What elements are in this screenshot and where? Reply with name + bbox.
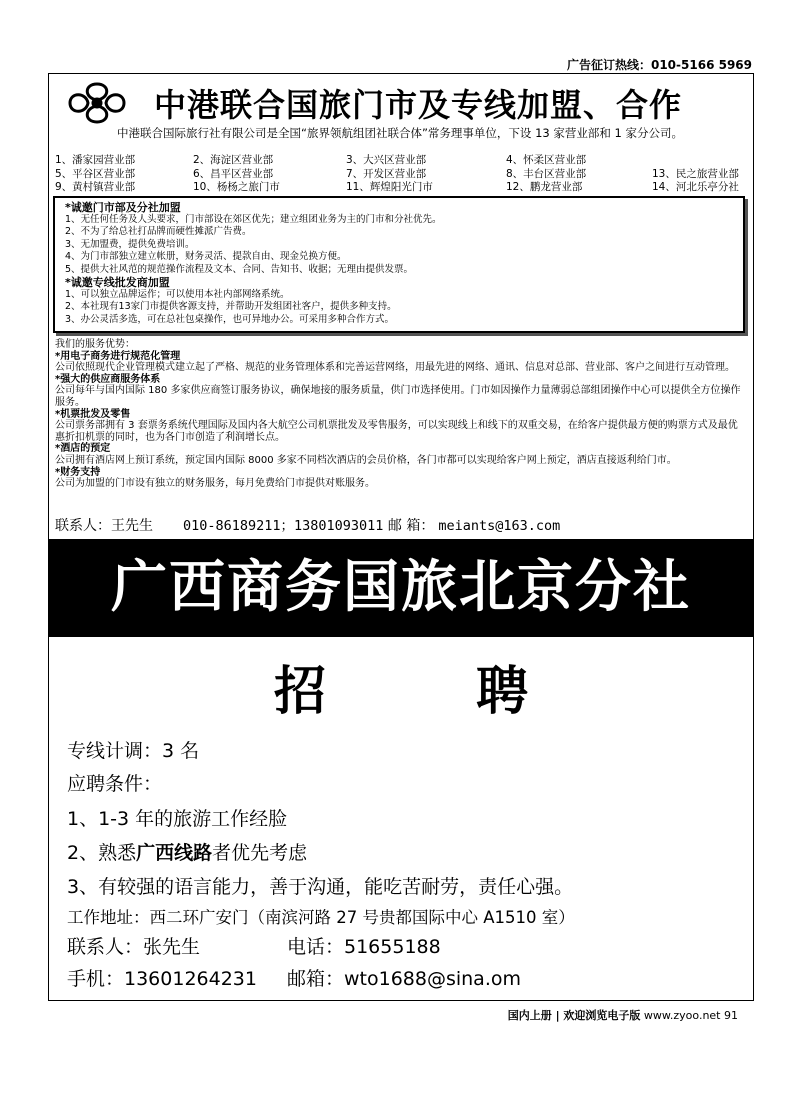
recruit-mobile: 手机：13601264231 [67, 968, 257, 990]
join-item: 4、为门市部独立建立帐册，财务灵活、提款自由、现金兑换方便。 [65, 251, 347, 263]
contact-email: meiants@163.com [438, 518, 561, 534]
recruit-heading: 招聘 [273, 661, 678, 722]
services-lead: 我们的服务优势： [55, 339, 135, 350]
job-position: 专线计调：3 名 [67, 740, 200, 762]
service-heading: *酒店的预定 [55, 443, 111, 455]
contact-phones: 010-86189211；13801093011 [183, 518, 384, 534]
branch-item [652, 154, 755, 168]
branch-item: 11、辉煌阳光门市 [346, 181, 433, 193]
req2-emphasis: 广西线路 [136, 842, 213, 864]
work-address: 工作地址：西二环广安门（南滨河路 27 号贵都国际中心 A1510 室） [67, 908, 575, 927]
branch-item: 12、鹏龙营业部 [506, 181, 583, 193]
company-intro: 中港联合国际旅行社有限公司是全国“旅界领航组团社联合体”常务理事单位，下设 13 家营业部和 1 家分公司。 [117, 126, 683, 140]
contact-person: 联系人：王先生 [55, 518, 153, 534]
company-logo-icon [64, 80, 130, 126]
join-heading-wholesalers: *诚邀专线批发商加盟 [65, 276, 170, 290]
branch-item: 2、海淀区营业部 [193, 154, 274, 166]
join-item: 2、不为了给总社打品牌而硬性摊派广告费。 [65, 226, 252, 238]
service-advantages [55, 339, 747, 490]
recruit-phone: 电话：51655188 [287, 936, 441, 958]
req2-suffix: 者优先考虑 [212, 842, 308, 864]
requirements-label: 应聘条件： [67, 773, 163, 795]
branch-item: 7、开发区营业部 [346, 167, 427, 180]
service-heading: *财务支持 [55, 466, 101, 478]
service-text: 公司每年与国内国际 180 多家供应商签订服务协议，确保地接的服务质量，供门市选择使用。门市如因操作力量薄弱总部组团操作中心可以提供全方位操作服务。 [55, 385, 741, 408]
requirement-item: 1、1-3 年的旅游工作经脸 [67, 808, 288, 830]
email-label: 邮 箱： [387, 518, 435, 534]
ad-hotline: 广告征订热线：010-5166 5969 [566, 58, 752, 72]
branch-item: 10、杨杨之旅门市 [193, 181, 280, 193]
req2-prefix: 2、熟悉 [67, 842, 137, 864]
requirement-item: 3、有较强的语言能力，善于沟通，能吃苦耐劳，责任心强。 [67, 876, 574, 898]
page-number: 91 [724, 1009, 738, 1022]
join-heading-stores: *诚邀门市部及分社加盟 [65, 201, 181, 214]
branch-item: 1、潘家园营业部 [55, 154, 136, 166]
requirement-item [67, 838, 307, 865]
join-item: 1、无任何任务及人头要求，门市部设在郊区优先；建立组团业务为主的门市和分社优先。 [65, 214, 442, 225]
service-text: 公司票务部拥有 3 套票务系统代理国际及国内各大航空公司机票批发及零售服务，可以实现线上和线下的双重交易，在给客户提供最方便的购票方式及最优惠折扣机票的同时，也为各门市创造了利润增长点。 [55, 420, 738, 443]
recruit-contact-person: 联系人：张先生 [67, 936, 201, 958]
contact-line [55, 514, 755, 535]
service-text: 公司拥有酒店网上预订系统，预定国内国际 8000 多家不同档次酒店的会员价格，各门市都可以实现给客户网上预定，酒店直接返利给门市。 [55, 454, 677, 466]
page-footer [508, 1007, 738, 1023]
service-heading: *强大的供应商服务体系 [55, 373, 161, 385]
service-text: 公司为加盟的门市设有独立的财务服务，每月免费给门市提供对账服务。 [55, 478, 375, 490]
branch-item: 9、黄村镇营业部 [55, 181, 136, 193]
branch-item: 6、昌平区营业部 [193, 167, 274, 180]
join-item: 3、无加盟费，提供免费培训。 [65, 238, 195, 250]
service-heading: *用电子商务进行规范化管理 [55, 350, 181, 362]
footer-site: www.zyoo.net [643, 1009, 721, 1022]
service-heading: *机票批发及零售 [55, 408, 131, 420]
agency-banner: 广西商务国旅北京分社 [49, 539, 753, 637]
service-text: 公司依照现代企业管理模式建立起了严格、规范的业务管理体系和完善运营网络，用最先进的网络、通讯、信息对总部、营业部、客户之间进行互动管理。 [55, 362, 735, 374]
recruit-email: 邮箱：wto1688@sina.om [287, 968, 522, 990]
branch-item: 5、平谷区营业部 [55, 167, 136, 180]
footer-section: 国内上册 | 欢迎浏览电子版 [507, 1009, 641, 1022]
branch-item: 4、怀柔区营业部 [506, 154, 587, 166]
branch-item: 3、大兴区营业部 [346, 154, 427, 166]
join-item: 1、可以独立品牌运作；可以使用本社内部网络系统。 [65, 289, 290, 301]
page-frame [48, 73, 754, 1001]
join-item: 5、提供大社风范的规范操作流程及文本、合同、告知书、收据；无理由提供发票。 [65, 263, 414, 275]
branch-item: 8、丰台区营业部 [506, 167, 587, 180]
branch-item: 13、民之旅营业部 [652, 167, 739, 180]
join-item: 2、本社现有13家门市提供客源支持，并帮助开发组团社客户，提供多种支持。 [65, 301, 397, 313]
joining-title: 中港联合国旅门市及专线加盟、合作 [154, 86, 683, 124]
branch-list [55, 154, 755, 195]
branch-item: 14、河北乐亭分社 [652, 181, 739, 193]
join-info-box [53, 196, 745, 333]
join-item: 3、办公灵活多选，可在总社包桌操作，也可异地办公。可采用多种合作方式。 [65, 313, 395, 325]
